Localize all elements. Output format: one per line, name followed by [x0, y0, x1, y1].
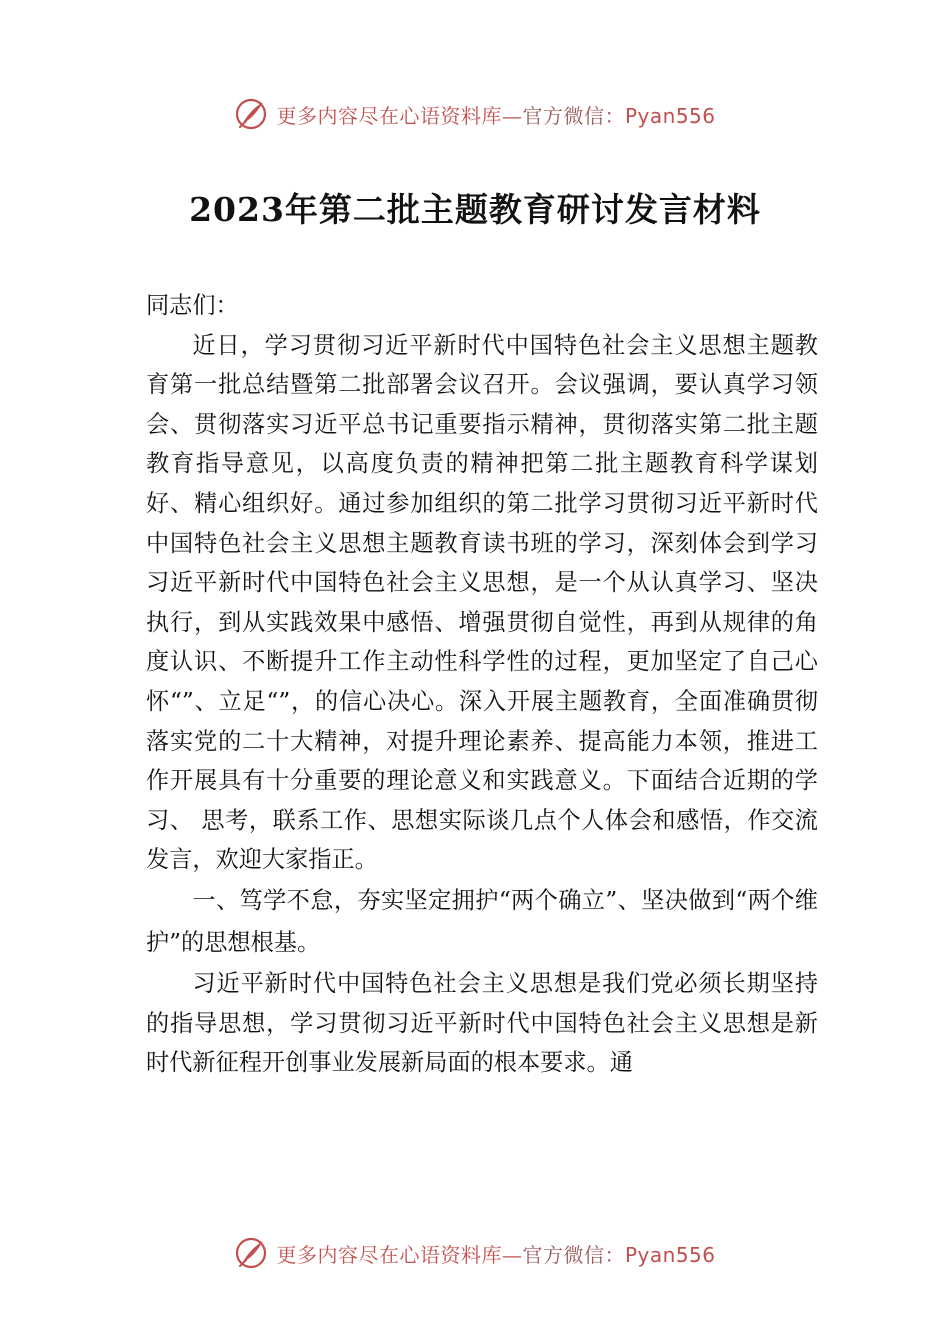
wechat-id: Pyan556 — [624, 1242, 716, 1267]
section-heading: 一、笃学不怠，夯实坚定拥护“两个确立”、坚决做到“两个维护”的思想根基。 — [146, 886, 818, 956]
salutation: 同志们： — [146, 292, 239, 319]
document-body — [146, 286, 818, 1083]
wechat-id: Pyan556 — [624, 103, 716, 128]
header-watermark — [0, 94, 950, 134]
quill-pen-circle-icon — [234, 1236, 268, 1270]
watermark-text: 更多内容尽在心语资料库—官方微信：Pyan556 — [276, 1242, 716, 1267]
document-title: 2023年第二批主题教育研讨发言材料 — [189, 190, 761, 229]
body-paragraph: 近日，学习贯彻习近平新时代中国特色社会主义思想主题教育第一批总结暨第二批部署会议召开。会议强调，要认真学习领会、贯彻落实习近平总书记重要指示精神，贯彻落实第二批主题教育指导意见，以高度负责的精神把第二批主题教育科学谋划好、精心组织好。通过参加组织的第二批学习贯彻习近平新时代中国特色社会主义思想主题教育读书班的学习，深刻体会到学习习近平新时代中国特色社会主义思想，是一个从认真学习、坚决执行，到从实践效果中感悟、增强贯彻自觉性，再到从规律的角度认识、不断提升工作主动性科学性的过程，更加坚定了自己心怀“”、立足“”，的信心决心。深入开展主题教育，全面准确贯彻落实党的二十大精神，对提升理论素养、提高能力本领，推进工作开展具有十分重要的理论意义和实践意义。下面结合近期的学习、 思考，联系工作、思想实际谈几点个人体会和感悟，作交流发言，欢迎大家指正。 — [146, 331, 818, 874]
footer-watermark — [0, 1233, 950, 1273]
watermark-text: 更多内容尽在心语资料库—官方微信：Pyan556 — [276, 103, 716, 128]
section-paragraph: 习近平新时代中国特色社会主义思想是我们党必须长期坚持的指导思想，学习贯彻习近平新时代中国特色社会主义思想是新时代新征程开创事业发展新局面的根本要求。通 — [146, 969, 818, 1077]
quill-pen-circle-icon — [234, 97, 268, 131]
